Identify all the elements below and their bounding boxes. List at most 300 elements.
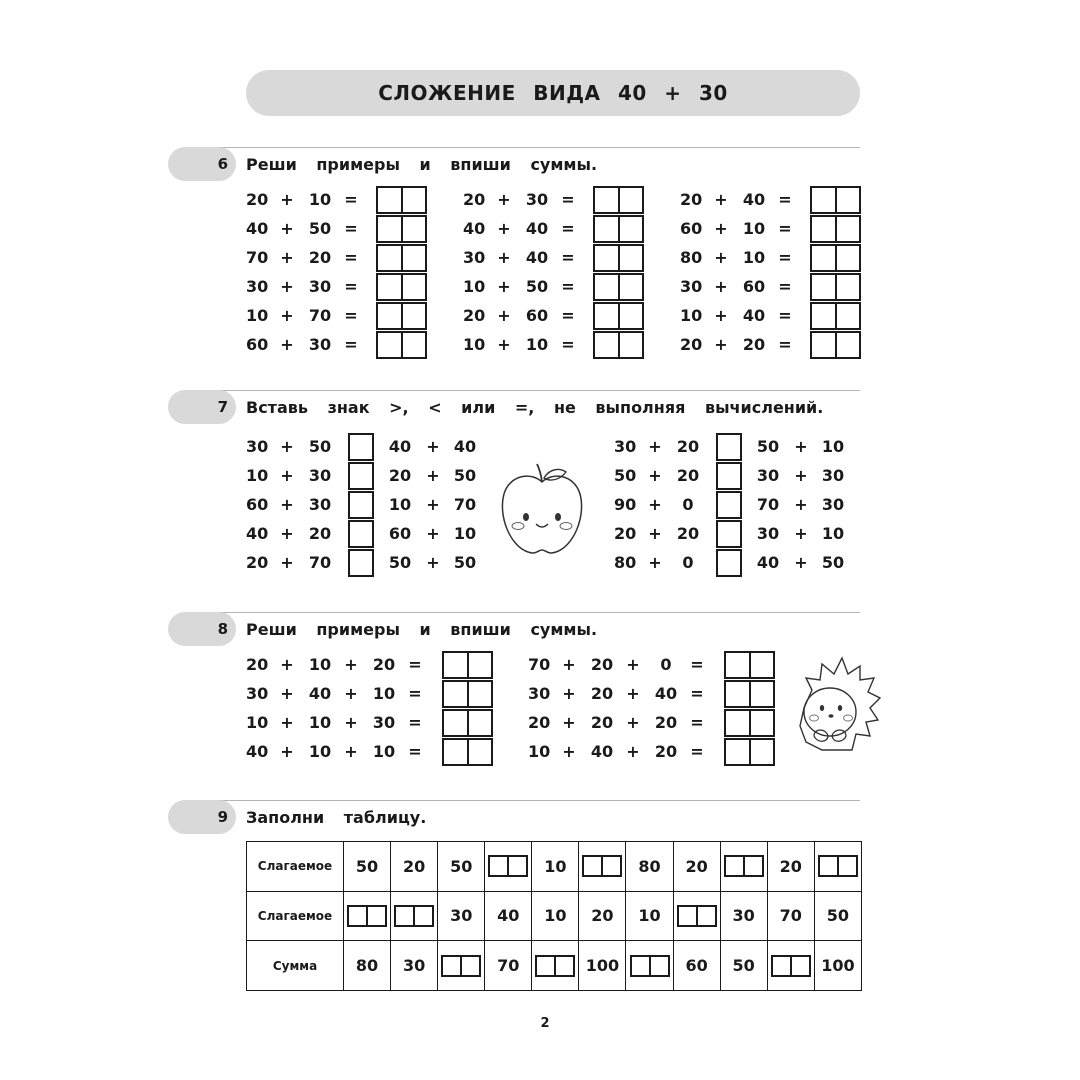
number: 10 [388, 495, 412, 514]
comparison-row [246, 550, 486, 576]
number: 10 [246, 466, 269, 485]
number: 40 [590, 742, 614, 761]
number: 10 [308, 742, 332, 761]
number: 60 [742, 277, 766, 296]
answer-box[interactable] [724, 855, 764, 877]
example-row [463, 274, 645, 300]
table-cell: 20 [579, 891, 626, 941]
number: 20 [388, 466, 412, 485]
number: 70 [308, 553, 332, 572]
compare-box[interactable] [348, 520, 374, 548]
plus-sign: + [714, 190, 728, 209]
answer-box[interactable] [593, 273, 644, 301]
example-row [680, 303, 862, 329]
answer-box[interactable] [724, 651, 775, 679]
plus-sign: + [626, 684, 640, 703]
equals-sign: = [408, 684, 422, 703]
equals-sign: = [408, 655, 422, 674]
plus-sign: + [280, 437, 294, 456]
hedgehog-icon [792, 650, 882, 760]
exercise-number: 9 [168, 800, 236, 834]
table-cell: 20 [391, 842, 438, 892]
plus-sign: + [280, 248, 294, 267]
number: 30 [614, 437, 637, 456]
number: 50 [308, 437, 332, 456]
plus-sign: + [497, 277, 511, 296]
plus-sign: + [344, 684, 358, 703]
number: 10 [308, 190, 332, 209]
plus-sign: + [280, 713, 294, 732]
plus-sign: + [648, 466, 662, 485]
comparison-row [614, 550, 854, 576]
plus-sign: + [280, 190, 294, 209]
plus-sign: + [497, 335, 511, 354]
number: 20 [614, 524, 637, 543]
answer-box[interactable] [582, 855, 622, 877]
comparison-row [246, 434, 486, 460]
example-row [246, 739, 496, 765]
answer-box[interactable] [593, 331, 644, 359]
number: 30 [308, 495, 332, 514]
compare-box[interactable] [716, 549, 742, 577]
equals-sign: = [561, 190, 575, 209]
row-label: Слагаемое [247, 842, 344, 892]
answer-box[interactable] [810, 273, 861, 301]
example-row [463, 245, 645, 271]
table-cell[interactable] [720, 842, 767, 892]
answer-box[interactable] [394, 905, 434, 927]
number: 30 [372, 713, 396, 732]
plus-sign: + [344, 655, 358, 674]
number: 30 [308, 335, 332, 354]
number: 80 [680, 248, 703, 267]
table-cell[interactable] [673, 891, 720, 941]
number: 30 [528, 684, 551, 703]
plus-sign: + [280, 466, 294, 485]
plus-sign: + [794, 466, 808, 485]
answer-box[interactable] [442, 651, 493, 679]
number: 60 [525, 306, 549, 325]
number: 10 [821, 437, 845, 456]
number: 30 [821, 495, 845, 514]
plus-sign: + [280, 553, 294, 572]
number: 10 [246, 713, 269, 732]
number: 10 [372, 742, 396, 761]
number: 40 [246, 524, 269, 543]
example-row [246, 303, 428, 329]
number: 20 [246, 655, 269, 674]
equals-sign: = [778, 306, 792, 325]
answer-box[interactable] [771, 955, 811, 977]
equals-sign: = [690, 713, 704, 732]
number: 20 [680, 335, 703, 354]
table-cell[interactable] [814, 842, 861, 892]
number: 60 [246, 495, 269, 514]
example-row [680, 245, 862, 271]
exercise-number: 6 [168, 147, 236, 181]
answer-box[interactable] [810, 244, 861, 272]
comparison-row [614, 521, 854, 547]
number: 20 [372, 655, 396, 674]
number: 10 [463, 335, 486, 354]
plus-sign: + [280, 655, 294, 674]
exercise-number: 7 [168, 390, 236, 424]
equals-sign: = [344, 219, 358, 238]
number: 20 [246, 190, 269, 209]
table-cell: 20 [767, 842, 814, 892]
number: 10 [525, 335, 549, 354]
compare-box[interactable] [716, 491, 742, 519]
plus-sign: + [794, 553, 808, 572]
exercise-9-header [168, 800, 860, 834]
plus-sign: + [280, 684, 294, 703]
number: 70 [756, 495, 780, 514]
equals-sign: = [778, 335, 792, 354]
equals-sign: = [408, 713, 422, 732]
equals-sign: = [344, 277, 358, 296]
answer-box[interactable] [630, 955, 670, 977]
answer-box[interactable] [810, 302, 861, 330]
example-row [463, 303, 645, 329]
apple-icon [492, 460, 592, 560]
answer-box[interactable] [535, 955, 575, 977]
equals-sign: = [344, 190, 358, 209]
row-label: Сумма [247, 941, 344, 991]
compare-box[interactable] [348, 491, 374, 519]
answer-box[interactable] [376, 273, 427, 301]
number: 50 [453, 466, 477, 485]
plus-sign: + [714, 248, 728, 267]
table-cell: 100 [814, 941, 861, 991]
answer-box[interactable] [376, 244, 427, 272]
example-row [463, 216, 645, 242]
number: 20 [676, 524, 700, 543]
example-row [463, 332, 645, 358]
answer-box[interactable] [442, 709, 493, 737]
table-cell[interactable] [391, 891, 438, 941]
example-row [680, 332, 862, 358]
plus-sign: + [280, 495, 294, 514]
number: 70 [308, 306, 332, 325]
plus-sign: + [648, 437, 662, 456]
table-cell: 30 [438, 891, 485, 941]
plus-sign: + [714, 335, 728, 354]
answer-box[interactable] [810, 331, 861, 359]
number: 10 [453, 524, 477, 543]
number: 40 [246, 219, 269, 238]
plus-sign: + [280, 335, 294, 354]
number: 40 [654, 684, 678, 703]
compare-box[interactable] [716, 520, 742, 548]
equals-sign: = [344, 306, 358, 325]
number: 40 [453, 437, 477, 456]
exercise-instruction: Вставь знак >, < или =, не выполняя вычислений. [246, 397, 824, 417]
plus-sign: + [562, 655, 576, 674]
example-row [246, 274, 428, 300]
equals-sign: = [778, 248, 792, 267]
number: 30 [680, 277, 703, 296]
equals-sign: = [408, 742, 422, 761]
number: 80 [614, 553, 637, 572]
table-cell: 50 [814, 891, 861, 941]
number: 40 [525, 248, 549, 267]
plus-sign: + [426, 524, 440, 543]
example-row [463, 187, 645, 213]
number: 20 [528, 713, 551, 732]
page-title: СЛОЖЕНИЕ ВИДА 40 + 30 [246, 70, 860, 116]
plus-sign: + [794, 495, 808, 514]
plus-sign: + [648, 524, 662, 543]
number: 40 [246, 742, 269, 761]
table-cell: 30 [720, 891, 767, 941]
number: 20 [308, 524, 332, 543]
exercise-instruction: Заполни таблицу. [246, 807, 427, 827]
table-row [247, 941, 862, 991]
example-row [680, 216, 862, 242]
example-row [246, 245, 428, 271]
example-row [246, 332, 428, 358]
answer-box[interactable] [818, 855, 858, 877]
table-row [247, 842, 862, 892]
answer-box[interactable] [810, 186, 861, 214]
number: 20 [676, 466, 700, 485]
table-cell: 60 [673, 941, 720, 991]
plus-sign: + [497, 248, 511, 267]
number: 10 [308, 655, 332, 674]
number: 20 [590, 655, 614, 674]
number: 10 [528, 742, 551, 761]
number: 10 [246, 306, 269, 325]
number: 30 [463, 248, 486, 267]
equals-sign: = [561, 248, 575, 267]
table-cell: 30 [391, 941, 438, 991]
answer-box[interactable] [442, 680, 493, 708]
number: 30 [308, 466, 332, 485]
plus-sign: + [562, 713, 576, 732]
number: 20 [590, 713, 614, 732]
plus-sign: + [426, 553, 440, 572]
number: 40 [742, 190, 766, 209]
number: 50 [453, 553, 477, 572]
example-row [246, 216, 428, 242]
number: 20 [590, 684, 614, 703]
example-row [528, 681, 778, 707]
table-cell: 50 [720, 941, 767, 991]
table-row [247, 891, 862, 941]
table-cell: 10 [532, 891, 579, 941]
plus-sign: + [714, 219, 728, 238]
answer-box[interactable] [724, 709, 775, 737]
number: 50 [388, 553, 412, 572]
equals-sign: = [561, 335, 575, 354]
number: 20 [308, 248, 332, 267]
plus-sign: + [497, 190, 511, 209]
number: 70 [453, 495, 477, 514]
table-cell: 10 [532, 842, 579, 892]
answer-box[interactable] [810, 215, 861, 243]
number: 20 [654, 713, 678, 732]
table-cell[interactable] [438, 941, 485, 991]
number: 0 [660, 655, 672, 674]
number: 50 [308, 219, 332, 238]
plus-sign: + [648, 495, 662, 514]
table-cell[interactable] [344, 891, 391, 941]
comparison-row [246, 492, 486, 518]
answer-box[interactable] [593, 302, 644, 330]
answer-box[interactable] [376, 186, 427, 214]
table-cell: 50 [344, 842, 391, 892]
plus-sign: + [562, 742, 576, 761]
equals-sign: = [690, 655, 704, 674]
equals-sign: = [778, 277, 792, 296]
compare-box[interactable] [348, 549, 374, 577]
number: 20 [680, 190, 703, 209]
number: 10 [742, 219, 766, 238]
table-cell[interactable] [485, 842, 532, 892]
plus-sign: + [426, 437, 440, 456]
number: 40 [308, 684, 332, 703]
plus-sign: + [714, 306, 728, 325]
number: 10 [680, 306, 703, 325]
number: 90 [614, 495, 637, 514]
equals-sign: = [561, 219, 575, 238]
number: 70 [528, 655, 551, 674]
answer-box[interactable] [677, 905, 717, 927]
table-cell: 70 [485, 941, 532, 991]
example-row [246, 652, 496, 678]
plus-sign: + [280, 306, 294, 325]
equals-sign: = [778, 219, 792, 238]
number: 30 [756, 524, 780, 543]
equals-sign: = [690, 684, 704, 703]
equals-sign: = [561, 306, 575, 325]
number: 70 [246, 248, 269, 267]
table-cell[interactable] [626, 941, 673, 991]
table-cell: 80 [344, 941, 391, 991]
number: 10 [372, 684, 396, 703]
table-cell: 40 [485, 891, 532, 941]
number: 30 [246, 277, 269, 296]
plus-sign: + [426, 495, 440, 514]
comparison-row [246, 521, 486, 547]
plus-sign: + [562, 684, 576, 703]
example-row [246, 187, 428, 213]
plus-sign: + [344, 742, 358, 761]
compare-box[interactable] [348, 433, 374, 461]
equals-sign: = [561, 277, 575, 296]
comparison-row [614, 492, 854, 518]
answer-box[interactable] [376, 331, 427, 359]
example-row [246, 681, 496, 707]
number: 30 [525, 190, 549, 209]
table-cell: 100 [579, 941, 626, 991]
number: 50 [525, 277, 549, 296]
number: 50 [821, 553, 845, 572]
example-row [680, 274, 862, 300]
equals-sign: = [344, 248, 358, 267]
number: 30 [308, 277, 332, 296]
number: 60 [680, 219, 703, 238]
number: 0 [682, 495, 694, 514]
table-cell: 50 [438, 842, 485, 892]
exercise-instruction: Реши примеры и впиши суммы. [246, 619, 598, 639]
plus-sign: + [280, 524, 294, 543]
answer-box[interactable] [488, 855, 528, 877]
compare-box[interactable] [348, 462, 374, 490]
number: 50 [614, 466, 637, 485]
answer-box[interactable] [724, 680, 775, 708]
exercise-6-header [168, 147, 860, 181]
plus-sign: + [280, 219, 294, 238]
number: 40 [742, 306, 766, 325]
answer-box[interactable] [442, 738, 493, 766]
answer-box[interactable] [347, 905, 387, 927]
number: 40 [756, 553, 780, 572]
number: 50 [756, 437, 780, 456]
number: 10 [308, 713, 332, 732]
compare-box[interactable] [716, 462, 742, 490]
answer-box[interactable] [376, 215, 427, 243]
answer-box[interactable] [724, 738, 775, 766]
example-row [528, 739, 778, 765]
equals-sign: = [690, 742, 704, 761]
number: 30 [821, 466, 845, 485]
example-row [246, 710, 496, 736]
comparison-row [246, 463, 486, 489]
table-cell: 80 [626, 842, 673, 892]
number: 20 [246, 553, 269, 572]
number: 30 [756, 466, 780, 485]
table-cell[interactable] [579, 842, 626, 892]
answer-box[interactable] [593, 186, 644, 214]
plus-sign: + [280, 277, 294, 296]
equals-sign: = [778, 190, 792, 209]
plus-sign: + [280, 742, 294, 761]
answer-box[interactable] [441, 955, 481, 977]
plus-sign: + [648, 553, 662, 572]
number: 20 [742, 335, 766, 354]
example-row [528, 652, 778, 678]
number: 30 [246, 684, 269, 703]
comparison-row [614, 463, 854, 489]
compare-box[interactable] [716, 433, 742, 461]
number: 10 [742, 248, 766, 267]
exercise-instruction: Реши примеры и впиши суммы. [246, 154, 598, 174]
plus-sign: + [794, 524, 808, 543]
number: 20 [654, 742, 678, 761]
plus-sign: + [794, 437, 808, 456]
fill-table [246, 841, 862, 991]
example-row [680, 187, 862, 213]
table-cell: 20 [673, 842, 720, 892]
plus-sign: + [626, 713, 640, 732]
table-cell[interactable] [767, 941, 814, 991]
plus-sign: + [626, 742, 640, 761]
number: 10 [463, 277, 486, 296]
answer-box[interactable] [376, 302, 427, 330]
exercise-number: 8 [168, 612, 236, 646]
answer-box[interactable] [593, 215, 644, 243]
number: 20 [463, 306, 486, 325]
table-cell[interactable] [532, 941, 579, 991]
comparison-row [614, 434, 854, 460]
answer-box[interactable] [593, 244, 644, 272]
plus-sign: + [344, 713, 358, 732]
plus-sign: + [497, 219, 511, 238]
table-cell: 70 [767, 891, 814, 941]
number: 60 [246, 335, 269, 354]
exercise-8-header [168, 612, 860, 646]
